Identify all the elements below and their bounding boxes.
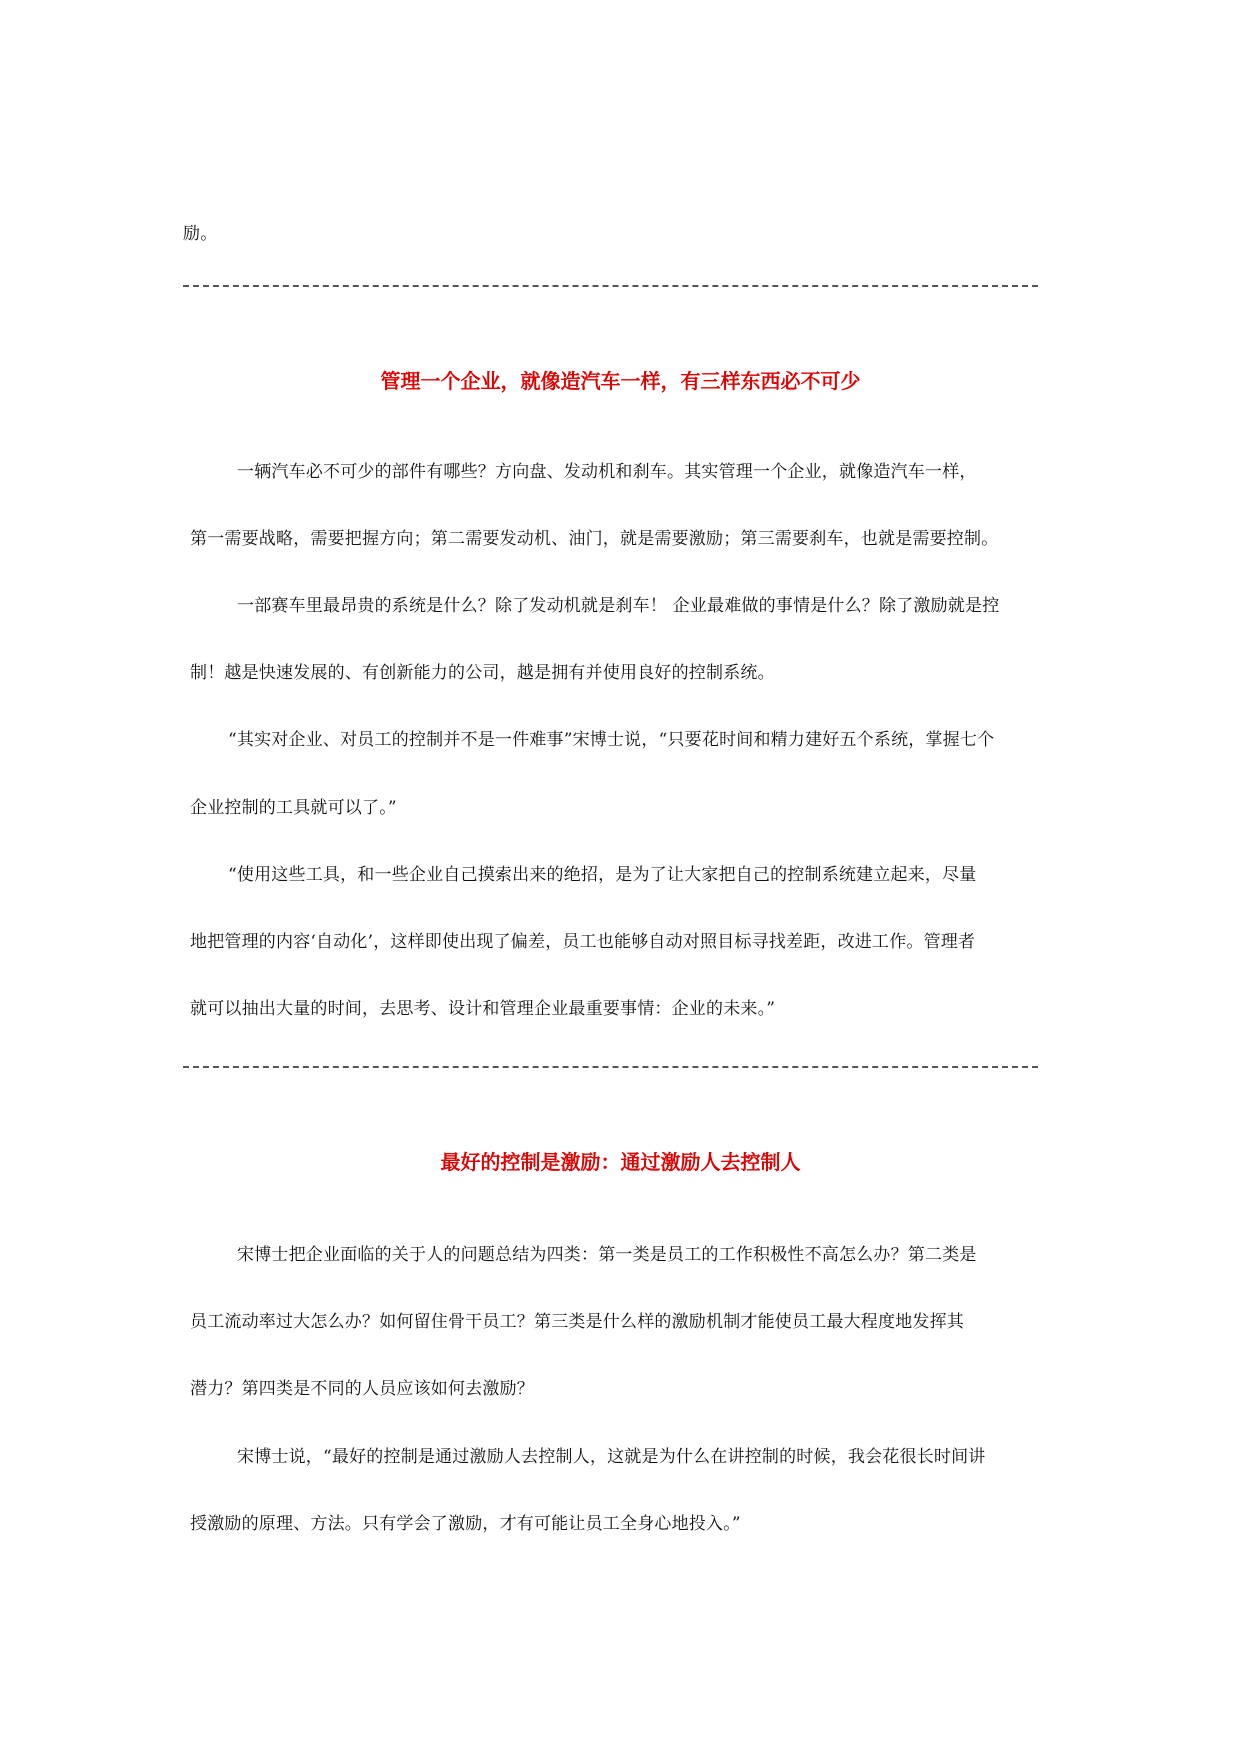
paragraph-line: 制！越是快速发展的、有创新能力的公司，越是拥有并使用良好的控制系统。 [190,663,775,683]
paragraph-line: 地把管理的内容‘自动化’，这样即使出现了偏差，员工也能够自动对照目标寻找差距，改进工作。管理者 [190,932,976,952]
paragraph-line: 企业控制的工具就可以了。” [190,798,397,818]
section-divider [183,1066,1038,1068]
paragraph-line: 员工流动率过大怎么办？如何留住骨干员工？第三类是什么样的激励机制才能使员工最大程度地发挥其 [190,1312,964,1332]
continued-paragraph-fragment: 励。 [183,224,218,244]
section-heading: 管理一个企业，就像造汽车一样，有三样东西必不可少 [380,369,861,393]
paragraph-line: “使用这些工具，和一些企业自己摸索出来的绝招，是为了让大家把自己的控制系统建立起来，尽量 [228,865,977,885]
paragraph-line: 就可以抽出大量的时间，去思考、设计和管理企业最重要事情：企业的未来。” [190,999,776,1019]
paragraph-line: 一部赛车里最昂贵的系统是什么？除了发动机就是刹车！ 企业最难做的事情是什么？除了激励就是控 [237,596,1000,616]
paragraph-line: 宋博士说，“最好的控制是通过激励人去控制人，这就是为什么在讲控制的时候，我会花很长时间讲 [237,1447,986,1467]
section-heading: 最好的控制是激励：通过激励人去控制人 [440,1150,801,1174]
paragraph-line: 潜力？第四类是不同的人员应该如何去激励？ [190,1379,534,1399]
paragraph-line: 一辆汽车必不可少的部件有哪些？方向盘、发动机和刹车。其实管理一个企业，就像造汽车一样， [237,462,977,482]
paragraph-line: 授激励的原理、方法。只有学会了激励，才有可能让员工全身心地投入。” [190,1514,741,1534]
paragraph-line: 第一需要战略，需要把握方向；第二需要发动机、油门，就是需要激励；第三需要刹车，也就是需要控制。 [190,529,999,549]
paragraph-line: 宋博士把企业面临的关于人的问题总结为四类：第一类是员工的工作积极性不高怎么办？第二类是 [237,1245,977,1265]
section-divider [183,285,1038,287]
paragraph-line: “其实对企业、对员工的控制并不是一件难事”宋博士说，“只要花时间和精力建好五个系统，掌握七个 [228,730,995,750]
